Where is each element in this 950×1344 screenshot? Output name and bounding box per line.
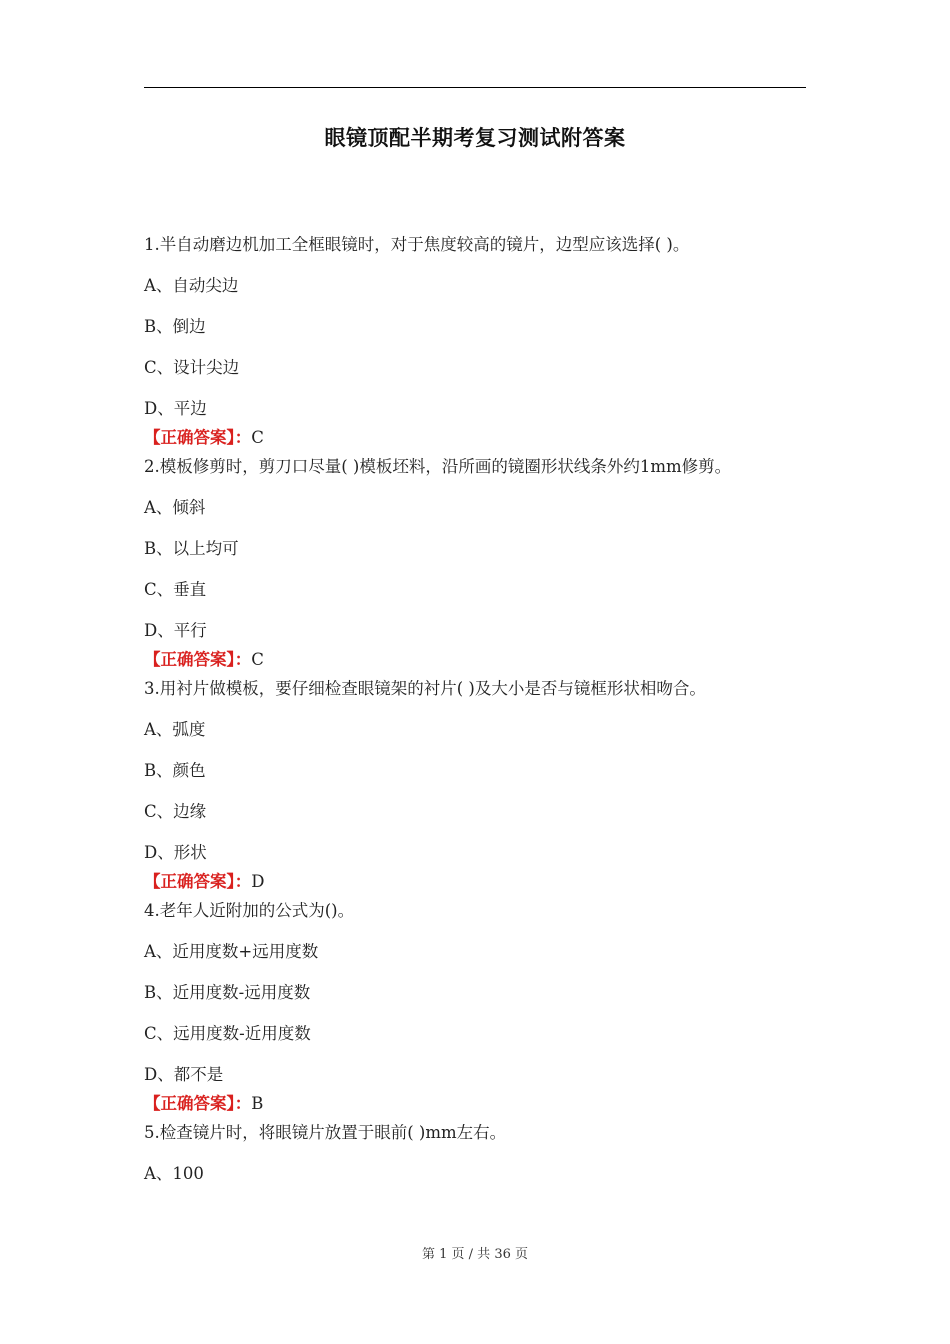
- option-c: C、垂直: [144, 580, 207, 599]
- answer-value: C: [251, 650, 264, 669]
- option-b: B、近用度数-远用度数: [144, 983, 311, 1002]
- question-list: [144, 233, 834, 1186]
- option-b: B、以上均可: [144, 539, 239, 558]
- option-d: D、都不是: [144, 1065, 224, 1084]
- page-footer: 第 1 页 / 共 36 页: [422, 1247, 528, 1262]
- answer-label: 【正确答案】：: [144, 650, 252, 669]
- answer-line: [144, 426, 834, 450]
- option-c: C、远用度数-近用度数: [144, 1024, 311, 1043]
- question-text: 1.半自动磨边机加工全框眼镜时，对于焦度较高的镜片，边型应该选择( )。: [144, 235, 690, 254]
- answer-label: 【正确答案】：: [144, 1094, 252, 1113]
- option-b: B、倒边: [144, 317, 206, 336]
- option-a: A、近用度数+远用度数: [144, 942, 319, 961]
- answer-value: D: [251, 872, 265, 891]
- option-d: D、平边: [144, 399, 207, 418]
- question-block: [144, 899, 834, 1116]
- option-a: A、100: [144, 1164, 204, 1183]
- question-text: 2.模板修剪时，剪刀口尽量( )模板坯料，沿所画的镜圈形状线条外约1mm修剪。: [144, 457, 732, 476]
- question-block: [144, 455, 834, 672]
- header-rule: [144, 87, 806, 88]
- document-title: 眼镜顶配半期考复习测试附答案: [324, 126, 626, 150]
- question-block: [144, 677, 834, 894]
- answer-label: 【正确答案】：: [144, 428, 252, 447]
- question-text: 3.用衬片做模板，要仔细检查眼镜架的衬片( )及大小是否与镜框形状相吻合。: [144, 679, 706, 698]
- answer-line: [144, 870, 834, 894]
- question-block: [144, 1121, 834, 1186]
- option-c: C、边缘: [144, 802, 207, 821]
- option-d: D、形状: [144, 843, 207, 862]
- option-a: A、倾斜: [144, 498, 206, 517]
- option-c: C、设计尖边: [144, 358, 240, 377]
- question-block: [144, 233, 834, 450]
- option-a: A、自动尖边: [144, 276, 239, 295]
- answer-line: [144, 1092, 834, 1116]
- answer-line: [144, 648, 834, 672]
- answer-label: 【正确答案】：: [144, 872, 252, 891]
- question-text: 5.检查镜片时，将眼镜片放置于眼前( )mm左右。: [144, 1123, 507, 1142]
- answer-value: B: [251, 1094, 264, 1113]
- option-d: D、平行: [144, 621, 207, 640]
- option-a: A、弧度: [144, 720, 206, 739]
- answer-value: C: [251, 428, 264, 447]
- question-text: 4.老年人近附加的公式为()。: [144, 901, 355, 920]
- option-b: B、颜色: [144, 761, 206, 780]
